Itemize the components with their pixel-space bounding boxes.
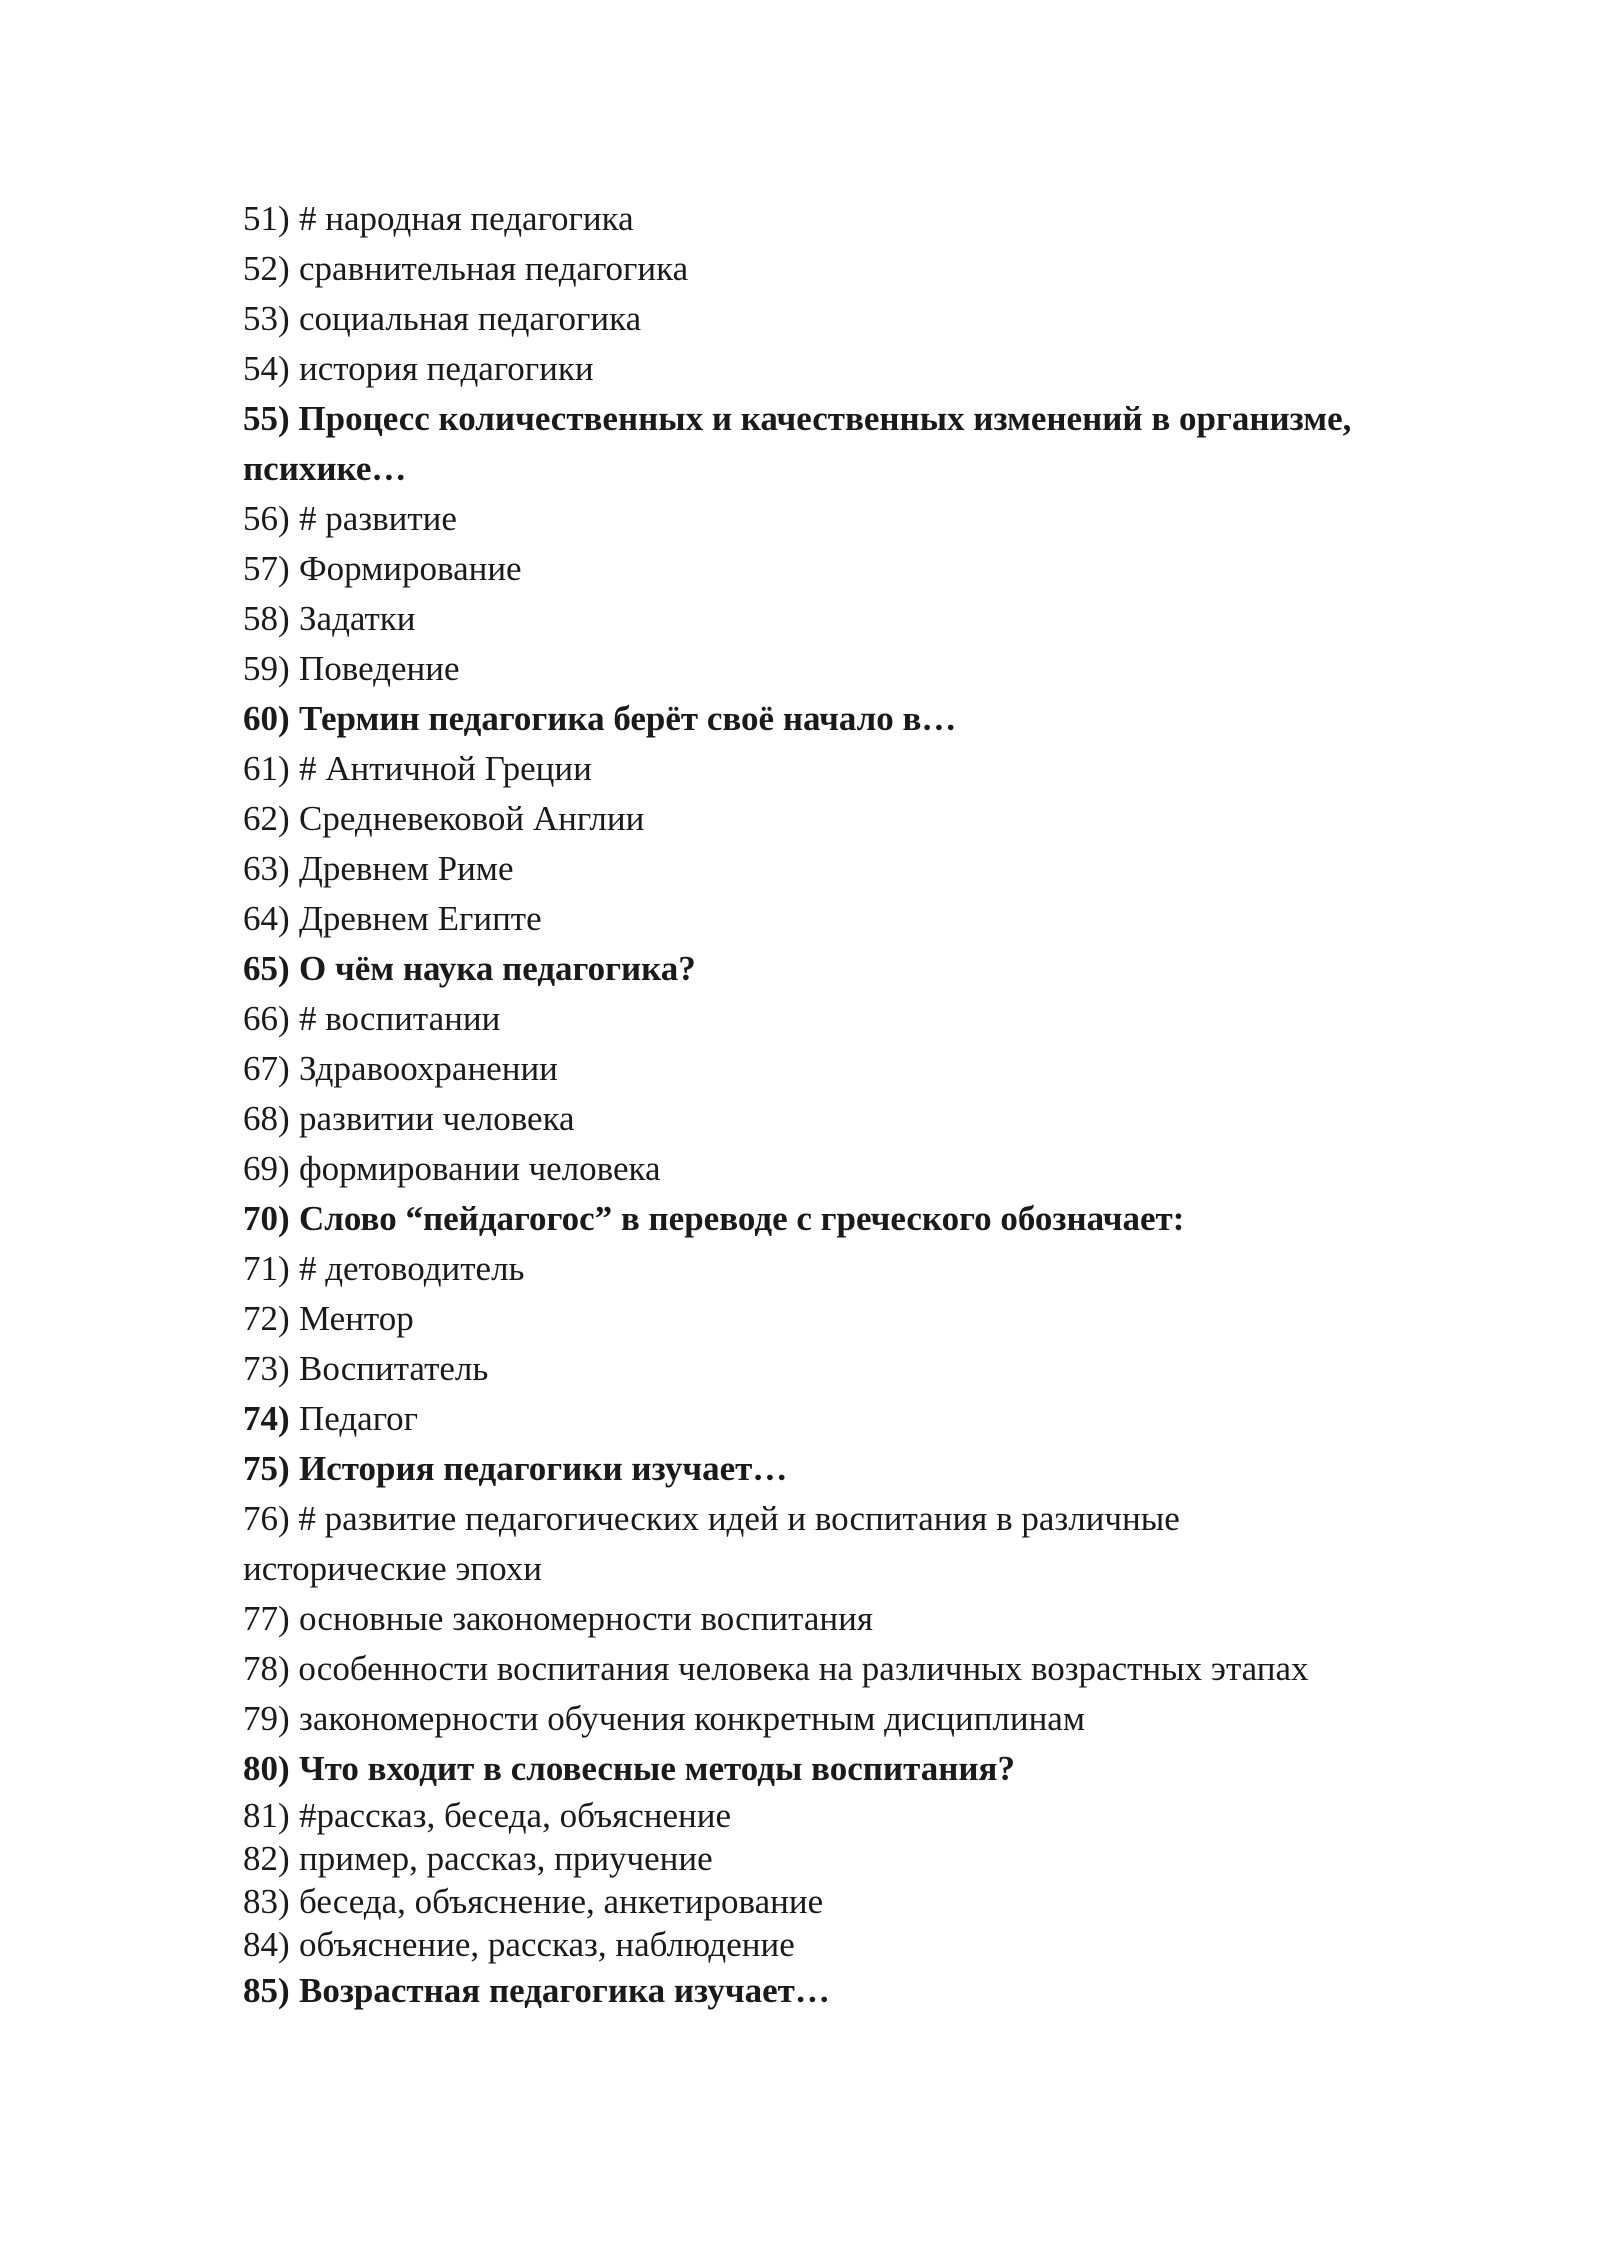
item-number: 78)	[243, 1649, 290, 1688]
item-number: 54)	[243, 349, 290, 388]
question-text: Термин педагогика берёт своё начало в…	[299, 699, 957, 738]
answer-option: Задатки	[299, 599, 416, 638]
list-item	[243, 1344, 1360, 1394]
list-item	[243, 1794, 1360, 1837]
item-number: 56)	[243, 499, 290, 538]
item-number: 72)	[243, 1299, 290, 1338]
list-item	[243, 594, 1360, 644]
answer-option: беседа, объяснение, анкетирование	[299, 1882, 824, 1921]
item-number: 63)	[243, 849, 290, 888]
list-item	[243, 294, 1360, 344]
item-number: 73)	[243, 1349, 290, 1388]
question-text: История педагогики изучает…	[299, 1449, 788, 1488]
item-number: 52)	[243, 249, 290, 288]
question-list	[243, 194, 1360, 2016]
list-item	[243, 794, 1360, 844]
list-item	[243, 194, 1360, 244]
list-item	[243, 544, 1360, 594]
answer-option: социальная педагогика	[299, 299, 642, 338]
answer-option: Средневековой Англии	[299, 799, 645, 838]
answer-option: закономерности обучения конкретным дисциплинам	[299, 1699, 1085, 1738]
answer-option: Здравоохранении	[299, 1049, 558, 1088]
answer-option: сравнительная педагогика	[299, 249, 689, 288]
item-number: 84)	[243, 1925, 290, 1964]
item-number: 62)	[243, 799, 290, 838]
list-item	[243, 1694, 1360, 1744]
list-item	[243, 994, 1360, 1044]
answer-option: # развитие	[299, 499, 457, 538]
item-number: 53)	[243, 299, 290, 338]
question-text: О чём наука педагогика?	[299, 949, 696, 988]
item-number: 59)	[243, 649, 290, 688]
list-item	[243, 1837, 1360, 1880]
list-item	[243, 744, 1360, 794]
question-item	[243, 1194, 1360, 1244]
question-text: Что входит в словесные методы воспитания?	[299, 1749, 1015, 1788]
answer-option: основные закономерности воспитания	[299, 1599, 873, 1638]
answer-option: Педагог	[299, 1399, 419, 1438]
item-number: 77)	[243, 1599, 290, 1638]
item-number: 69)	[243, 1149, 290, 1188]
list-item	[243, 1144, 1360, 1194]
item-number: 81)	[243, 1796, 290, 1835]
answer-option: Воспитатель	[299, 1349, 489, 1388]
list-item	[243, 1394, 1360, 1444]
list-item	[243, 494, 1360, 544]
answer-option: пример, рассказ, приучение	[299, 1839, 713, 1878]
question-text: Процесс количественных и качественных изменений в организме, психике…	[243, 399, 1352, 488]
list-item	[243, 344, 1360, 394]
list-item	[243, 1044, 1360, 1094]
answer-option: история педагогики	[299, 349, 594, 388]
list-item	[243, 1594, 1360, 1644]
answer-option: # народная педагогика	[299, 199, 634, 238]
answer-option: развитии человека	[299, 1099, 575, 1138]
question-number: 75)	[243, 1449, 290, 1488]
list-item	[243, 1494, 1360, 1594]
item-number: 71)	[243, 1249, 290, 1288]
question-number: 55)	[243, 399, 290, 438]
question-text: Возрастная педагогика изучает…	[299, 1971, 830, 2010]
item-number: 66)	[243, 999, 290, 1038]
item-number: 58)	[243, 599, 290, 638]
item-number: 79)	[243, 1699, 290, 1738]
question-item	[243, 694, 1360, 744]
answer-option: Ментор	[299, 1299, 414, 1338]
list-item	[243, 244, 1360, 294]
answer-option: объяснение, рассказ, наблюдение	[299, 1925, 795, 1964]
answer-option: # детоводитель	[299, 1249, 525, 1288]
question-number: 60)	[243, 699, 290, 738]
question-item	[243, 1444, 1360, 1494]
list-item	[243, 1294, 1360, 1344]
list-item	[243, 1880, 1360, 1923]
answer-option: # воспитании	[299, 999, 501, 1038]
answer-option: Формирование	[299, 549, 522, 588]
item-number: 82)	[243, 1839, 290, 1878]
question-item	[243, 944, 1360, 994]
answer-option: # развитие педагогических идей и воспитания в различные исторические эпохи	[243, 1499, 1180, 1588]
item-number: 76)	[243, 1499, 290, 1538]
item-number: 67)	[243, 1049, 290, 1088]
answer-option: Древнем Риме	[299, 849, 514, 888]
list-item	[243, 894, 1360, 944]
question-number: 80)	[243, 1749, 290, 1788]
list-item	[243, 1244, 1360, 1294]
answer-option: формировании человека	[299, 1149, 661, 1188]
question-item	[243, 1966, 1360, 2016]
item-number: 51)	[243, 199, 290, 238]
list-item	[243, 1923, 1360, 1966]
list-item	[243, 844, 1360, 894]
question-text: Слово “пейдагогос” в переводе с греческого обозначает:	[299, 1199, 1185, 1238]
answer-option: особенности воспитания человека на различных возрастных этапах	[298, 1649, 1309, 1688]
answer-option: # Античной Греции	[299, 749, 592, 788]
question-number: 85)	[243, 1971, 290, 2010]
item-number: 74)	[243, 1399, 290, 1438]
item-number: 68)	[243, 1099, 290, 1138]
question-number: 65)	[243, 949, 290, 988]
item-number: 83)	[243, 1882, 290, 1921]
list-item	[243, 1094, 1360, 1144]
question-item	[243, 1744, 1360, 1794]
question-item	[243, 394, 1360, 494]
item-number: 61)	[243, 749, 290, 788]
list-item	[243, 644, 1360, 694]
item-number: 64)	[243, 899, 290, 938]
answer-option: Поведение	[299, 649, 460, 688]
answer-option: #рассказ, беседа, объяснение	[299, 1796, 731, 1835]
list-item	[243, 1644, 1360, 1694]
item-number: 57)	[243, 549, 290, 588]
answer-option: Древнем Египте	[299, 899, 542, 938]
question-number: 70)	[243, 1199, 290, 1238]
